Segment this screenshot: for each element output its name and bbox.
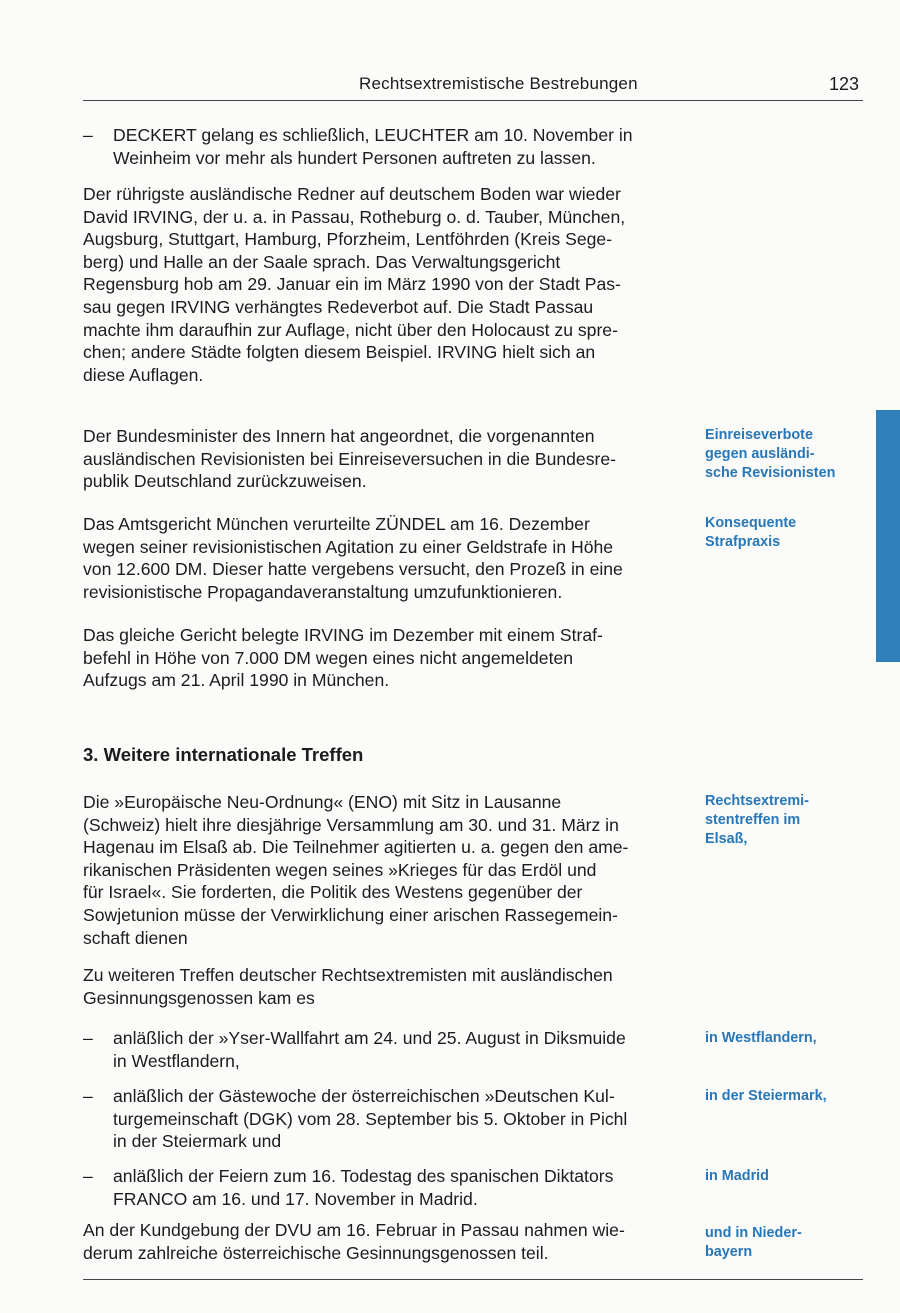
paragraph-einreise — [83, 425, 673, 493]
text-line: Hagenau im Elsaß ab. Die Teilnehmer agitierten u. a. gegen den ame- — [83, 837, 629, 858]
paragraph-strafbefehl — [83, 624, 673, 692]
text-line: Zu weiteren Treffen deutscher Rechtsextremisten mit ausländischen — [83, 965, 613, 985]
text-line: befehl in Höhe von 7.000 DM wegen eines nicht angemeldeten — [83, 647, 574, 668]
dash-bullet: – — [83, 125, 93, 145]
text-line: DECKERT gelang es schließlich, LEUCHTER am 10. November in — [113, 125, 633, 145]
margin-note-madrid: in Madrid — [705, 1168, 769, 1184]
list-item-franco — [83, 1165, 673, 1210]
text-line: Rechtsextremi- — [705, 793, 809, 809]
text-line: für Israel«. Sie forderten, die Politik des Westens gegenüber der — [83, 882, 583, 903]
margin-note-niederbayern — [705, 1224, 875, 1262]
text-line: und in Nieder- — [705, 1225, 802, 1241]
text-line: derum zahlreiche österreichische Gesinnungsgenossen teil. — [83, 1242, 549, 1263]
text-line: Augsburg, Stuttgart, Hamburg, Pforzheim, Lentföhrden (Kreis Sege- — [83, 229, 613, 250]
text-line: revisionistische Propagandaveranstaltung umzufunktionieren. — [83, 581, 563, 602]
list-item-text — [113, 1085, 673, 1153]
page-header — [83, 74, 863, 101]
text-line: Gesinnungsgenossen kam es — [83, 987, 315, 1008]
text-line: (Schweiz) hielt ihre diesjährige Versammlung am 30. und 31. März in — [83, 814, 619, 835]
text-line: Die »Europäische Neu-Ordnung« (ENO) mit Sitz in Lausanne — [83, 792, 562, 812]
text-line: Konsequente — [705, 515, 797, 531]
text-line: publik Deutschland zurückzuweisen. — [83, 471, 367, 492]
margin-note-steiermark: in der Steiermark, — [705, 1088, 827, 1104]
text-line: Elsaß, — [705, 831, 748, 847]
margin-note-westflandern: in Westflandern, — [705, 1030, 817, 1046]
dash-bullet: – — [83, 1166, 93, 1186]
text-line: Sowjetunion müsse der Verwirklichung einer arischen Rassegemein- — [83, 904, 618, 925]
list-item-dgk — [83, 1085, 673, 1153]
text-line: bayern — [705, 1244, 753, 1260]
text-line: turgemeinschaft (DGK) vom 28. September bis 5. Oktober in Pichl — [113, 1108, 628, 1129]
text-line: Das Amtsgericht München verurteilte ZÜNDEL am 16. Dezember — [83, 514, 590, 534]
text-line: Der Bundesminister des Innern hat angeordnet, die vorgenannten — [83, 426, 595, 446]
text-line: Einreiseverbote — [705, 427, 813, 443]
list-item-yser — [83, 1027, 673, 1072]
text-line: An der Kundgebung der DVU am 16. Februar in Passau nahmen wie- — [83, 1220, 625, 1240]
chapter-thumb-tab — [876, 410, 900, 662]
list-item-text — [113, 124, 673, 169]
text-line: Strafpraxis — [705, 534, 781, 550]
section-heading: 3. Weitere internationale Treffen — [83, 744, 364, 765]
text-line: gegen ausländi- — [705, 446, 815, 462]
text-line: diese Auflagen. — [83, 364, 204, 385]
running-title: Rechtsextremistische Bestrebungen — [359, 74, 638, 93]
paragraph-irving — [83, 183, 673, 386]
text-line: schaft dienen — [83, 927, 188, 948]
dash-bullet: – — [83, 1028, 93, 1048]
text-line: sau gegen IRVING verhängtes Redeverbot auf. Die Stadt Passau — [83, 296, 594, 317]
text-line: sche Revisionisten — [705, 465, 836, 481]
page-number: 123 — [828, 74, 859, 94]
text-line: rikanischen Präsidenten wegen seines »Krieges für das Erdöl und — [83, 859, 597, 880]
text-line: machte ihm daraufhin zur Auflage, nicht über den Holocaust zu spre- — [83, 319, 618, 340]
paragraph-eno — [83, 791, 673, 949]
text-line: in Westflandern, — [113, 1050, 240, 1071]
text-line: in der Steiermark und — [113, 1131, 282, 1152]
text-line: FRANCO am 16. und 17. November in Madrid. — [113, 1188, 478, 1209]
footer-rule — [83, 1279, 863, 1280]
text-line: Der rührigste ausländische Redner auf deutschem Boden war wieder — [83, 184, 621, 204]
text-line: von 12.600 DM. Dieser hatte vergebens versucht, den Prozeß in eine — [83, 559, 623, 580]
list-item-deckert — [83, 124, 673, 169]
text-line: berg) und Halle an der Saale sprach. Das Verwaltungsgericht — [83, 251, 561, 272]
text-line: Weinheim vor mehr als hundert Personen auftreten zu lassen. — [113, 147, 596, 168]
text-line: chen; andere Städte folgten diesem Beispiel. IRVING hielt sich an — [83, 342, 596, 363]
text-line: David IRVING, der u. a. in Passau, Rotheburg o. d. Tauber, München, — [83, 206, 626, 227]
text-line: anläßlich der Feiern zum 16. Todestag des spanischen Diktators — [113, 1166, 614, 1186]
text-line: anläßlich der Gästewoche der österreichischen »Deutschen Kul- — [113, 1086, 615, 1106]
list-item-text — [113, 1165, 673, 1210]
text-line: anläßlich der »Yser-Wallfahrt am 24. und 25. August in Diksmuide — [113, 1028, 626, 1048]
margin-note-elsass — [705, 792, 875, 849]
text-line: stentreffen im — [705, 812, 801, 828]
margin-note-strafpraxis — [705, 514, 875, 552]
text-line: Regensburg hob am 29. Januar ein im März 1990 von der Stadt Pas- — [83, 274, 621, 295]
dash-bullet: – — [83, 1086, 93, 1106]
paragraph-treffen — [83, 964, 673, 1009]
paragraph-zuendel — [83, 513, 673, 603]
text-line: wegen seiner revisionistischen Agitation zu einer Geldstrafe in Höhe — [83, 536, 614, 557]
margin-note-einreiseverbote — [705, 426, 875, 483]
text-line: Aufzugs am 21. April 1990 in München. — [83, 670, 390, 691]
list-item-text — [113, 1027, 673, 1072]
text-line: ausländischen Revisionisten bei Einreiseversuchen in die Bundesre- — [83, 448, 617, 469]
paragraph-dvu — [83, 1219, 673, 1264]
text-line: Das gleiche Gericht belegte IRVING im Dezember mit einem Straf- — [83, 625, 603, 645]
